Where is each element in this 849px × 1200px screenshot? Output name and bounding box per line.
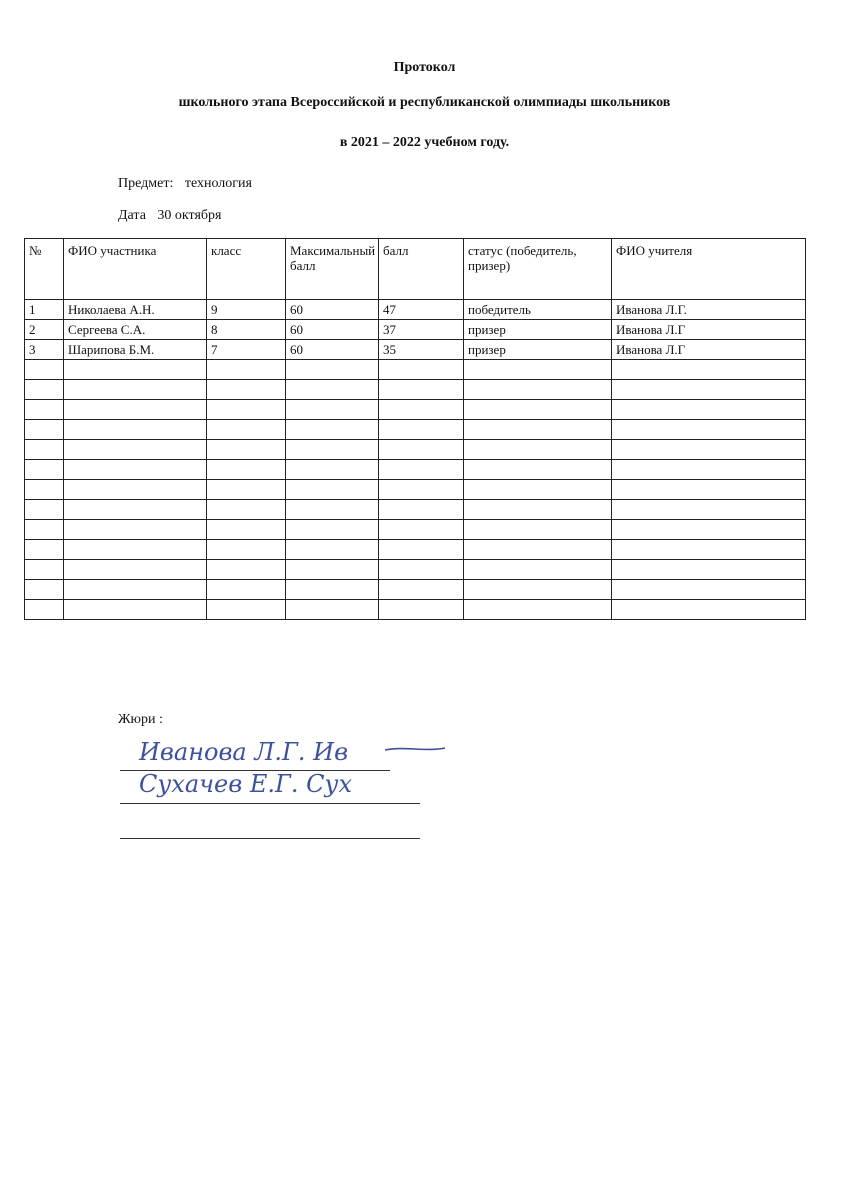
cell-number: 2 — [25, 320, 64, 340]
cell-empty — [25, 400, 64, 420]
subject-label: Предмет: — [118, 176, 174, 191]
cell-empty — [464, 380, 612, 400]
cell-empty — [286, 360, 379, 380]
table-row-empty — [25, 540, 806, 560]
cell-empty — [612, 480, 806, 500]
col-header-max-score: Максимальный балл — [286, 239, 379, 300]
cell-max-score: 60 — [286, 300, 379, 320]
cell-empty — [286, 600, 379, 620]
col-header-status: статус (победитель, призер) — [464, 239, 612, 300]
table-row-empty — [25, 440, 806, 460]
cell-empty — [379, 560, 464, 580]
cell-empty — [207, 540, 286, 560]
cell-empty — [207, 420, 286, 440]
cell-score: 37 — [379, 320, 464, 340]
cell-participant: Николаева А.Н. — [64, 300, 207, 320]
cell-empty — [464, 400, 612, 420]
cell-empty — [464, 580, 612, 600]
cell-empty — [612, 420, 806, 440]
cell-empty — [464, 480, 612, 500]
cell-empty — [64, 540, 207, 560]
table-row-empty — [25, 460, 806, 480]
cell-empty — [64, 600, 207, 620]
cell-empty — [612, 360, 806, 380]
cell-empty — [464, 460, 612, 480]
table-row-empty — [25, 420, 806, 440]
signature-text-2: Сухачев Е.Г. Сух — [139, 770, 352, 798]
cell-empty — [207, 440, 286, 460]
cell-empty — [286, 560, 379, 580]
cell-empty — [612, 560, 806, 580]
subject-value: технология — [184, 176, 252, 191]
table-row — [25, 300, 806, 320]
col-header-number: № — [25, 239, 64, 300]
cell-score: 35 — [379, 340, 464, 360]
cell-empty — [64, 400, 207, 420]
cell-empty — [64, 440, 207, 460]
col-header-teacher: ФИО учителя — [612, 239, 806, 300]
document-subtitle: школьного этапа Всероссийской и республиканской олимпиады школьников — [178, 95, 671, 110]
cell-empty — [464, 500, 612, 520]
cell-empty — [464, 360, 612, 380]
cell-empty — [379, 420, 464, 440]
document-title: Протокол — [393, 60, 456, 75]
jury-signature-2 — [135, 762, 455, 804]
table-header-row — [25, 239, 806, 300]
cell-empty — [64, 380, 207, 400]
cell-empty — [64, 360, 207, 380]
jury-signature-line-1 — [120, 770, 390, 771]
cell-empty — [25, 600, 64, 620]
cell-empty — [207, 360, 286, 380]
cell-empty — [64, 520, 207, 540]
cell-empty — [25, 480, 64, 500]
cell-empty — [464, 560, 612, 580]
cell-empty — [612, 520, 806, 540]
cell-empty — [25, 560, 64, 580]
cell-empty — [612, 540, 806, 560]
cell-empty — [612, 440, 806, 460]
cell-empty — [64, 480, 207, 500]
table-row-empty — [25, 560, 806, 580]
jury-signature-line-2 — [120, 803, 420, 804]
cell-teacher: Иванова Л.Г — [612, 340, 806, 360]
cell-empty — [286, 520, 379, 540]
col-header-score: балл — [379, 239, 464, 300]
cell-empty — [25, 440, 64, 460]
cell-empty — [286, 420, 379, 440]
cell-empty — [286, 500, 379, 520]
cell-empty — [286, 460, 379, 480]
date-label: Дата — [118, 208, 146, 223]
cell-participant: Шарипова Б.М. — [64, 340, 207, 360]
cell-status: призер — [464, 340, 612, 360]
cell-grade: 8 — [207, 320, 286, 340]
cell-empty — [379, 460, 464, 480]
cell-empty — [379, 360, 464, 380]
cell-empty — [379, 500, 464, 520]
cell-empty — [612, 580, 806, 600]
cell-empty — [207, 600, 286, 620]
table-row-empty — [25, 400, 806, 420]
document-year: в 2021 – 2022 учебном году. — [339, 135, 510, 150]
cell-empty — [207, 480, 286, 500]
cell-empty — [207, 560, 286, 580]
date-value: 30 октября — [157, 208, 222, 223]
col-header-grade: класс — [207, 239, 286, 300]
cell-score: 47 — [379, 300, 464, 320]
cell-empty — [379, 440, 464, 460]
results-table — [24, 238, 806, 620]
cell-empty — [612, 600, 806, 620]
cell-empty — [25, 420, 64, 440]
cell-empty — [379, 520, 464, 540]
jury-signature-line-3 — [120, 838, 420, 839]
cell-empty — [464, 520, 612, 540]
cell-number: 3 — [25, 340, 64, 360]
cell-empty — [379, 480, 464, 500]
cell-grade: 9 — [207, 300, 286, 320]
cell-empty — [612, 400, 806, 420]
table-row-empty — [25, 480, 806, 500]
cell-empty — [25, 360, 64, 380]
cell-empty — [64, 560, 207, 580]
table-row-empty — [25, 380, 806, 400]
col-header-participant: ФИО участника — [64, 239, 207, 300]
cell-teacher: Иванова Л.Г — [612, 320, 806, 340]
date-line — [118, 208, 221, 224]
cell-empty — [25, 540, 64, 560]
cell-empty — [207, 400, 286, 420]
cell-empty — [64, 420, 207, 440]
cell-empty — [464, 440, 612, 460]
table-row-empty — [25, 500, 806, 520]
cell-participant: Сергеева С.А. — [64, 320, 207, 340]
cell-empty — [286, 580, 379, 600]
table-row-empty — [25, 580, 806, 600]
cell-status: победитель — [464, 300, 612, 320]
cell-empty — [286, 400, 379, 420]
cell-empty — [25, 380, 64, 400]
cell-empty — [25, 500, 64, 520]
cell-empty — [207, 500, 286, 520]
subject-line — [118, 176, 252, 192]
cell-empty — [612, 460, 806, 480]
cell-empty — [64, 580, 207, 600]
cell-empty — [286, 440, 379, 460]
cell-empty — [25, 580, 64, 600]
cell-empty — [286, 480, 379, 500]
cell-empty — [612, 380, 806, 400]
cell-empty — [286, 540, 379, 560]
cell-max-score: 60 — [286, 340, 379, 360]
cell-empty — [25, 520, 64, 540]
jury-label: Жюри : — [118, 712, 163, 727]
table-row — [25, 320, 806, 340]
cell-empty — [207, 460, 286, 480]
cell-max-score: 60 — [286, 320, 379, 340]
cell-empty — [464, 540, 612, 560]
table-row-empty — [25, 520, 806, 540]
cell-empty — [379, 540, 464, 560]
table-row-empty — [25, 360, 806, 380]
cell-empty — [286, 380, 379, 400]
cell-empty — [64, 500, 207, 520]
cell-empty — [612, 500, 806, 520]
cell-number: 1 — [25, 300, 64, 320]
cell-empty — [379, 580, 464, 600]
cell-teacher: Иванова Л.Г. — [612, 300, 806, 320]
table-row-empty — [25, 600, 806, 620]
table-row — [25, 340, 806, 360]
cell-empty — [379, 380, 464, 400]
cell-empty — [64, 460, 207, 480]
cell-empty — [379, 600, 464, 620]
cell-empty — [207, 380, 286, 400]
cell-empty — [207, 520, 286, 540]
cell-empty — [379, 400, 464, 420]
cell-empty — [25, 460, 64, 480]
cell-grade: 7 — [207, 340, 286, 360]
signature-text-1: Иванова Л.Г. Ив — [139, 738, 349, 766]
cell-status: призер — [464, 320, 612, 340]
cell-empty — [207, 580, 286, 600]
cell-empty — [464, 600, 612, 620]
cell-empty — [464, 420, 612, 440]
